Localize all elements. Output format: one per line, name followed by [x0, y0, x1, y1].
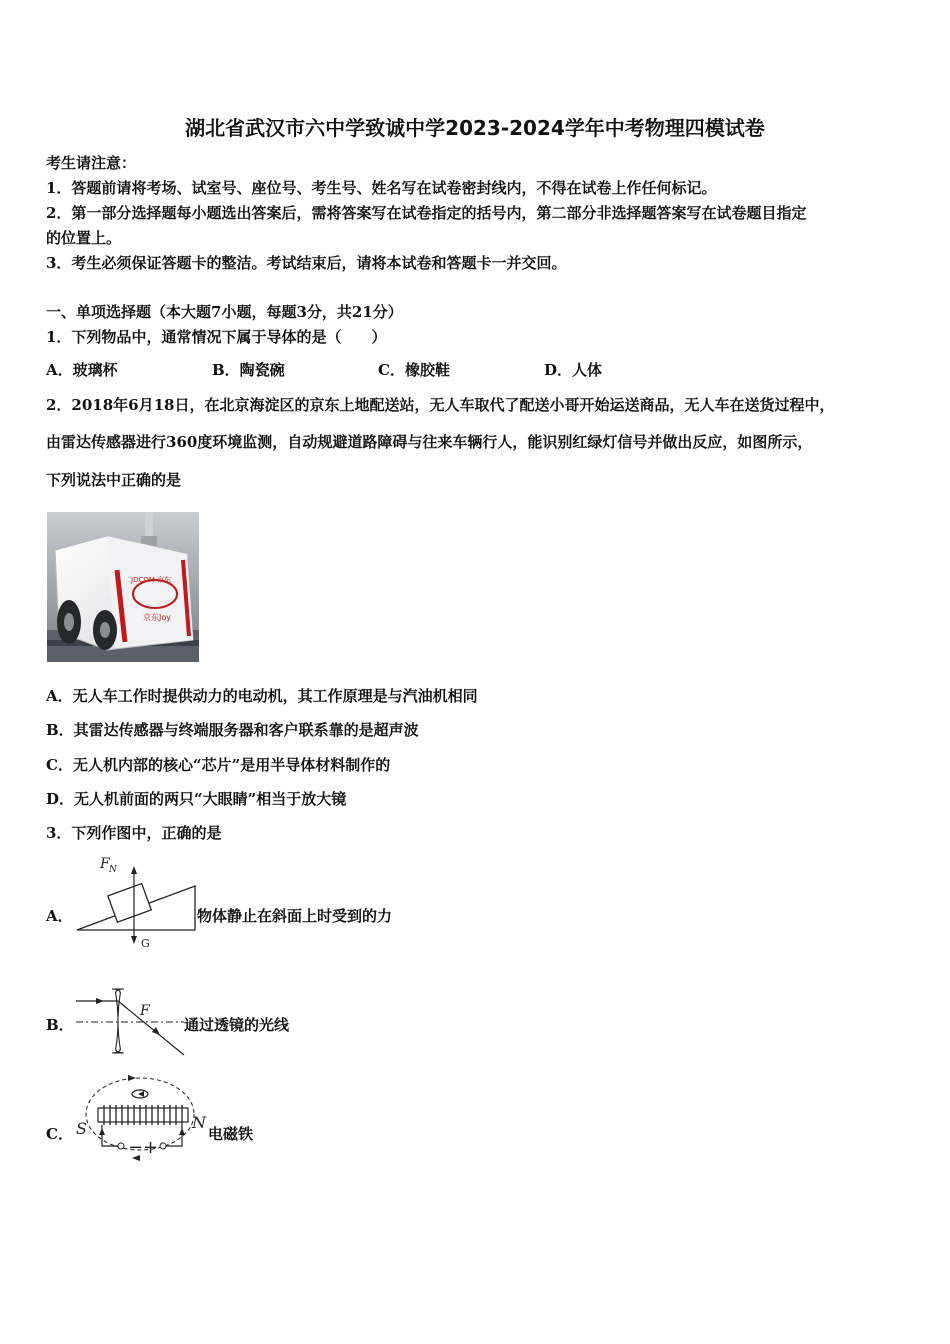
q2-option-c: C．无人机内部的核心“芯片”是用半导体材料制作的 [46, 756, 391, 774]
q1-option-a: A．玻璃杯 [46, 361, 118, 379]
q1-option-d: D．人体 [544, 361, 603, 379]
battery-minus-label: − [128, 1137, 144, 1158]
q3-stem: 3．下列作图中，正确的是 [46, 824, 222, 842]
delivery-robot-photo [47, 512, 199, 662]
q1-option-b: B．陶瓷碗 [212, 361, 285, 379]
pole-n-label: N [192, 1113, 206, 1132]
force-fn-label: F [100, 856, 110, 872]
pole-s-label: S [76, 1119, 87, 1138]
notice-item-2: 2．第一部分选择题每小题选出答案后，需将答案写在试卷指定的括号内，第二部分非选择题答案写在试卷题目指定 [46, 204, 807, 222]
focus-f-label: F [140, 1003, 150, 1019]
notice-item-1: 1．答题前请将考场、试室号、座位号、考生号、姓名写在试卷密封线内，不得在试卷上作任何标记。 [46, 179, 717, 197]
robot-brand-text-1: JDCOM 京东 [131, 576, 172, 584]
q2-option-a: A．无人车工作时提供动力的电动机，其工作原理是与汽油机相同 [46, 687, 478, 705]
q2-stem-line-1: 2．2018年6月18日，在北京海淀区的京东上地配送站，无人车取代了配送小哥开始运送商品，无人车在送货过程中， [46, 396, 835, 414]
q3-option-a-caption: 物体静止在斜面上时受到的力 [197, 907, 393, 925]
q3-option-c-caption: 电磁铁 [208, 1125, 254, 1143]
q1-options [46, 359, 710, 380]
q1-stem: 1．下列物品中，通常情况下属于导体的是（ ） [46, 328, 387, 346]
section-heading: 一、单项选择题（本大题7小题，每题3分，共21分） [46, 303, 403, 321]
lens-ray-diagram [70, 985, 190, 1057]
notice-heading: 考生请注意： [46, 154, 137, 172]
q2-option-d: D．无人机前面的两只“大眼睛”相当于放大镜 [46, 790, 347, 808]
incline-force-diagram [75, 850, 200, 950]
q2-stem-line-3: 下列说法中正确的是 [46, 471, 182, 489]
q3-option-c-label: C． [46, 1125, 73, 1143]
q2-option-b: B．其雷达传感器与终端服务器和客户联系靠的是超声波 [46, 721, 419, 739]
q1-option-c: C．橡胶鞋 [378, 361, 450, 379]
robot-brand-text-2: 京东Joy [143, 613, 171, 622]
page-title: 湖北省武汉市六中学致诚中学2023-2024学年中考物理四模试卷 [185, 116, 765, 140]
notice-item-2-cont: 的位置上。 [46, 229, 122, 247]
force-fn-subscript: N [109, 865, 117, 875]
notice-item-3: 3．考生必须保证答题卡的整洁。考试结束后，请将本试卷和答题卡一并交回。 [46, 254, 567, 272]
electromagnet-diagram [72, 1072, 208, 1168]
q3-option-a-label: A． [46, 907, 73, 925]
battery-plus-label: + [143, 1137, 159, 1158]
q3-option-b-caption: 通过透镜的光线 [184, 1016, 290, 1034]
q3-option-b-label: B． [46, 1016, 74, 1034]
force-g-label: G [141, 937, 150, 950]
q2-stem-line-2: 由雷达传感器进行360度环境监测，自动规避道路障碍与往来车辆行人，能识别红绿灯信号并做出反应，如图所示， [46, 433, 813, 451]
